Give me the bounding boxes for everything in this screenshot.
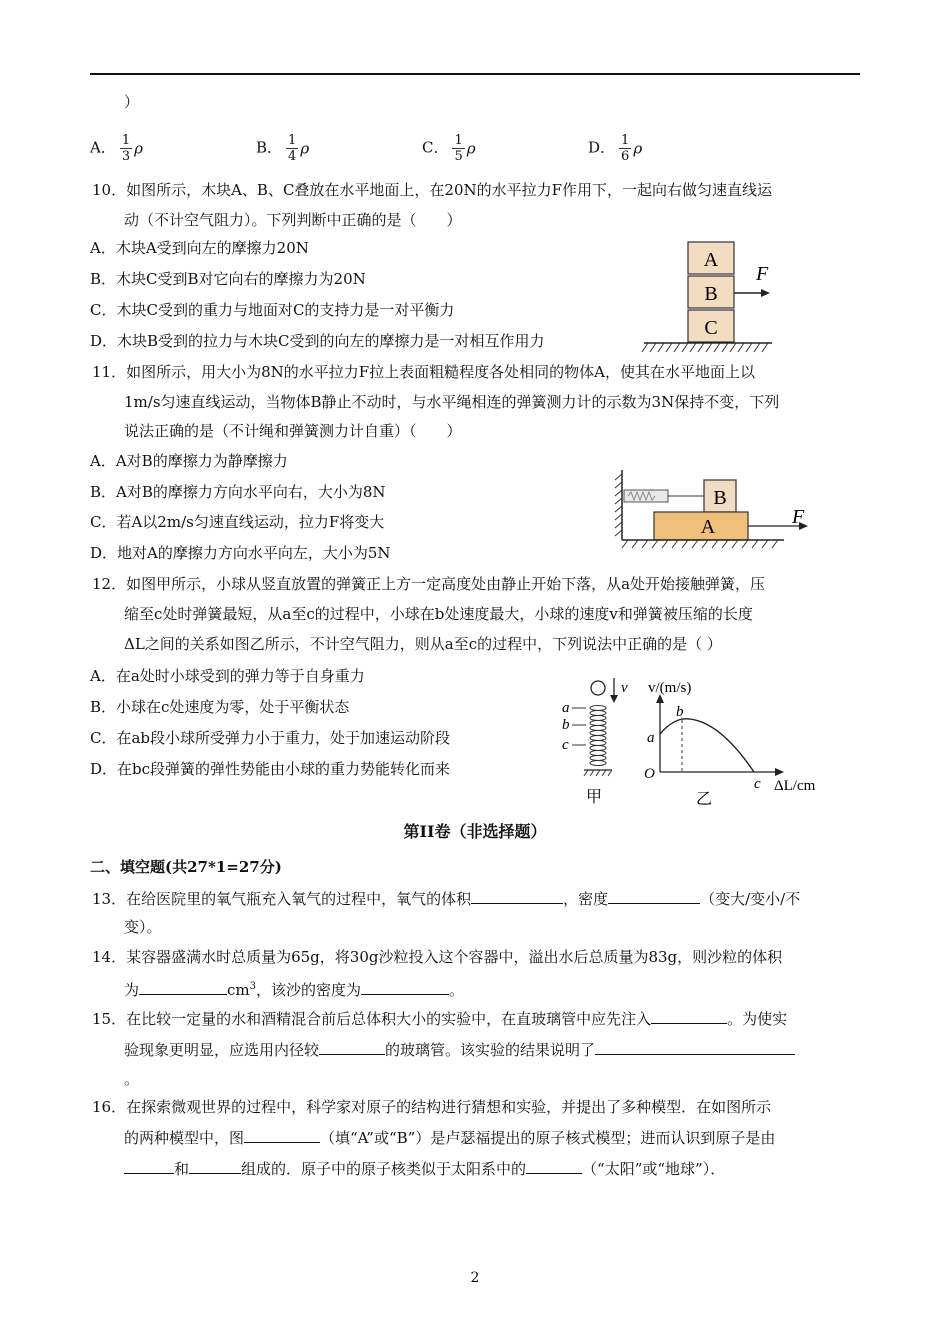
figure-jia-label: 甲: [586, 789, 603, 806]
option-label: B．: [256, 138, 283, 157]
ball-icon: [591, 681, 605, 695]
answer-blank[interactable]: [244, 1127, 320, 1143]
q12-stem-line2: 缩至c处时弹簧最短，从a至c的过程中，小球在b处速度最大，小球的速度v和弹簧被压缩的长度: [124, 605, 753, 623]
fill-section-title: 二、填空题(共27*1=27分): [90, 858, 282, 876]
q14-line2: 为 $cm^3$，该沙的密度为 。: [124, 981, 465, 999]
graph-origin-label: O: [644, 766, 655, 782]
answer-blank[interactable]: [526, 1158, 582, 1174]
q16-line1: 16．在探索微观世界的过程中，科学家对原子的结构进行猜想和实验，并提出了多种模型．在如图所示: [92, 1098, 772, 1116]
graph-y-label: v/(m/s): [648, 680, 692, 696]
answer-blank[interactable]: [608, 888, 700, 904]
q14-line1: 14．某容器盛满水时总质量为65g，将30g沙粒投入这个容器中，溢出水后总质量为83g，则沙粒的体积: [92, 948, 783, 966]
block-a-label: A: [700, 516, 716, 538]
q9-option-c: C． $\frac{1}{5}$ ρ: [422, 133, 476, 164]
q10-stem-line1: 10．如图所示，木块A、B、C叠放在水平地面上，在20N的水平拉力F作用下，一起向右做匀速直线运: [92, 181, 773, 199]
option-label: A．: [90, 138, 116, 157]
answer-blank[interactable]: [189, 1158, 241, 1174]
q11-stem-line3: 说法正确的是（不计绳和弹簧测力计自重）（ ）: [124, 422, 462, 440]
block-c-label: C: [704, 317, 718, 339]
section-title: 第II卷（非选择题）: [403, 822, 547, 841]
fraction: $\frac{1}{6}$: [621, 133, 630, 164]
q16-line3: 和 组成的．原子中的原子核类似于太阳系中的 （“太阳”或“地球”）．: [124, 1158, 725, 1179]
q12-option-b: B．小球在c处速度为零，处于平衡状态: [90, 698, 350, 716]
spring-base-hatching: [584, 770, 612, 776]
q11-option-d: D．地对A的摩擦力方向水平向左，大小为5N: [90, 544, 391, 562]
q10-option-a: A．木块A受到向左的摩擦力20N: [90, 239, 309, 257]
point-b-label: b: [562, 717, 570, 733]
q9-option-a: A． $\frac{1}{3}$ ρ: [90, 133, 143, 164]
graph-x-arrow: [775, 768, 784, 776]
point-a-label: a: [562, 700, 570, 716]
velocity-arrow-head: [610, 695, 618, 703]
block-b-label: B: [704, 283, 718, 305]
answer-blank[interactable]: [361, 979, 449, 995]
q10-option-b: B．木块C受到B对它向右的摩擦力为20N: [90, 270, 366, 288]
graph-x-label: ΔL/cm: [774, 778, 816, 794]
answer-blank[interactable]: [319, 1039, 385, 1055]
q15-line1: 15．在比较一定量的水和酒精混合前后总体积大小的实验中，在直玻璃管中应先注入 。为使实: [92, 1010, 788, 1028]
q13-line1: 13．在给医院里的氧气瓶充入氧气的过程中，氧气的体积 ，密度 （变大/变小/不: [92, 890, 801, 908]
q11-option-b: B．A对B的摩擦力方向水平向右，大小为8N: [90, 483, 386, 501]
option-label: C．: [422, 138, 449, 157]
q11-stem-line2: 1m/s匀速直线运动，当物体B静止不动时，与水平绳相连的弹簧测力计的示数为3N保持不变，下列: [124, 393, 780, 411]
force-label: F: [756, 263, 769, 285]
q10-stem-line2: 动（不计空气阻力）。下列判断中正确的是（ ）: [124, 211, 462, 229]
point-c-label: c: [562, 737, 569, 753]
q12-figure: [556, 672, 836, 810]
graph-b-label: b: [676, 704, 684, 720]
q16-line2: 的两种模型中，图 （填“A”或“B”）是卢瑟福提出的原子核式模型；进而认识到原子是由: [124, 1129, 776, 1147]
answer-blank[interactable]: [595, 1039, 795, 1055]
q11-option-c: C．若A以2m/s匀速直线运动，拉力F将变大: [90, 513, 385, 531]
answer-blank[interactable]: [651, 1008, 727, 1024]
ground-hatching: [642, 343, 768, 352]
q12-option-c: C．在ab段小球所受弹力小于重力，处于加速运动阶段: [90, 729, 451, 747]
wall-hatching: [615, 474, 622, 536]
force-arrow-head: [761, 289, 770, 297]
q10-option-c: C．木块C受到的重力与地面对C的支持力是一对平衡力: [90, 301, 455, 319]
q11-stem-line1: 11．如图所示，用大小为8N的水平拉力F拉上表面粗糙程度各处相同的物体A，使其在水平地面上以: [92, 363, 755, 381]
q10-option-d: D．木块B受到的拉力与木块C受到的向左的摩擦力是一对相互作用力: [90, 332, 545, 350]
q9-option-d: D． $\frac{1}{6}$ ρ: [588, 133, 643, 164]
graph-curve: [660, 719, 754, 772]
graph-c-label: c: [754, 776, 761, 792]
q12-stem-line1: 12．如图甲所示，小球从竖直放置的弹簧正上方一定高度处由静止开始下落，从a处开始接触弹簧，压: [92, 575, 766, 593]
fraction: $\frac{1}{4}$: [288, 133, 297, 164]
velocity-label: v: [621, 680, 628, 696]
q15-line2: 验现象更明显，应选用内径较 的玻璃管。该实验的结果说明了: [124, 1039, 795, 1060]
fraction: $\frac{1}{5}$: [454, 133, 463, 164]
answer-blank[interactable]: [124, 1158, 174, 1174]
q11-figure: [612, 468, 822, 556]
q9-tail: ）: [124, 93, 140, 111]
fraction: $\frac{1}{3}$: [121, 133, 131, 164]
block-b-label: B: [713, 487, 727, 509]
answer-blank[interactable]: [139, 979, 227, 995]
page-number: 2: [470, 1270, 480, 1286]
q11-option-a: A．A对B的摩擦力为静摩擦力: [90, 452, 288, 470]
ground-hatching: [622, 540, 778, 548]
figure-yi-label: 乙: [696, 791, 713, 808]
spring-coil: [590, 706, 606, 766]
header-rule: [90, 73, 860, 75]
block-a-label: A: [703, 249, 719, 271]
answer-blank[interactable]: [471, 888, 563, 904]
force-label: F: [792, 506, 805, 528]
q15-line3: 。: [124, 1070, 140, 1088]
q9-option-b: B． $\frac{1}{4}$ ρ: [256, 133, 310, 164]
q12-stem-line3: ΔL之间的关系如图乙所示，不计空气阻力，则从a至c的过程中，下列说法中正确的是（ ）: [124, 635, 722, 653]
q12-option-a: A．在a处时小球受到的弹力等于自身重力: [90, 667, 365, 685]
q13-line2: 变）。: [124, 918, 162, 936]
q10-figure-blocks: [640, 238, 780, 356]
graph-a-label: a: [647, 730, 655, 746]
q12-option-d: D．在bc段弹簧的弹性势能由小球的重力势能转化而来: [90, 760, 451, 778]
option-label: D．: [588, 138, 616, 157]
